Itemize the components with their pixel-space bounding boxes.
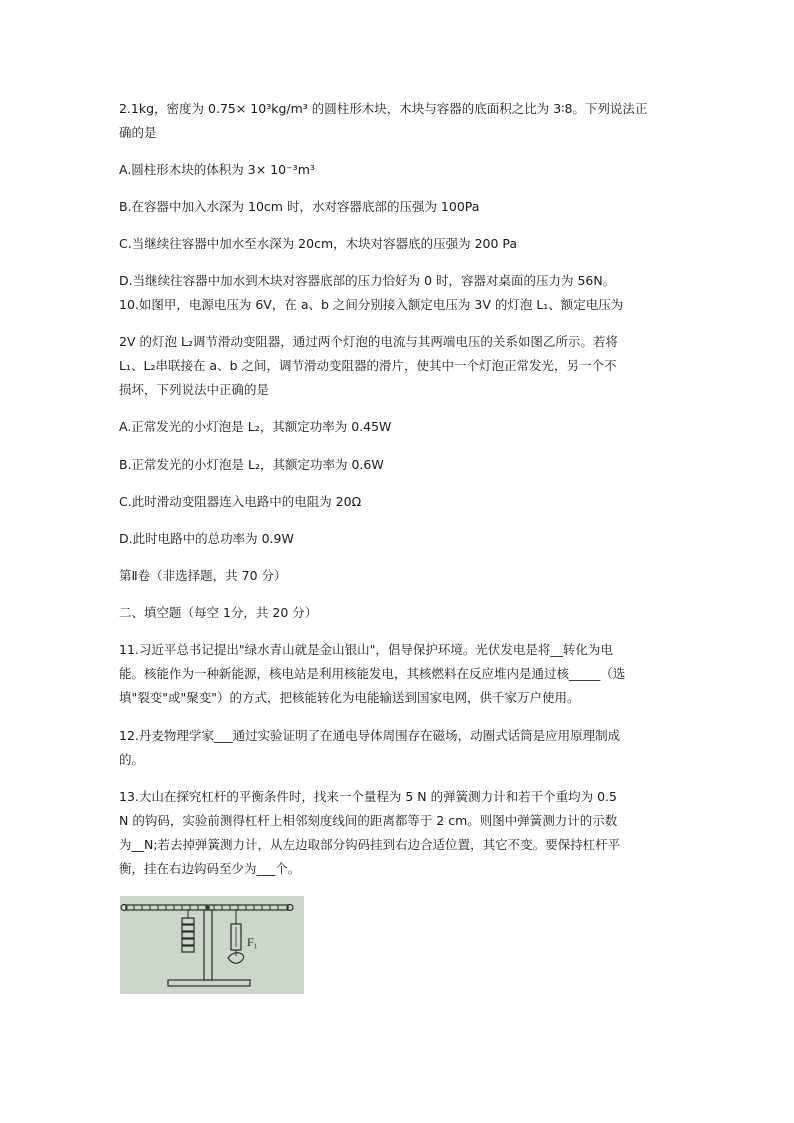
q9-option-a: A.圆柱形木块的体积为 3× 10⁻³m³ xyxy=(119,162,315,177)
q11-line2: 能。核能作为一种新能源，核电站是利用核能发电，其核燃料在反应堆内是通过核_____（选 xyxy=(119,666,626,681)
q9-option-c: C.当继续往容器中加水至水深为 20cm，木块对容器底的压强为 200 Pa xyxy=(119,236,518,251)
section2-title: 第Ⅱ卷（非选择题，共 70 分） xyxy=(119,568,287,583)
q13-line4: 衡，挂在右边钩码至少为___个。 xyxy=(119,861,301,876)
q10-option-a: A.正常发光的小灯泡是 L₂，其额定功率为 0.45W xyxy=(119,419,392,434)
lever-scale-ticks xyxy=(134,905,278,910)
q10-option-d: D.此时电路中的总功率为 0.9W xyxy=(119,531,294,546)
q10-option-b: B.正常发光的小灯泡是 L₂，其额定功率为 0.6W xyxy=(119,457,384,472)
stand-base xyxy=(168,980,250,986)
q10-stem-line4: 损坏，下列说法中正确的是 xyxy=(119,382,270,397)
q9-option-d: D.当继续往容器中加水到木块对容器底部的压力恰好为 0 时，容器对桌面的压力为 56N。 xyxy=(119,273,616,288)
q13-line2: N 的钩码，实验前测得杠杆上相邻刻度线间的距离都等于 2 cm。则图中弹簧测力计的示数 xyxy=(119,813,618,828)
q10-stem-line2: 2V 的灯泡 L₂调节滑动变阻器，通过两个灯泡的电流与其两端电压的关系如图乙所示。若将 xyxy=(119,334,618,349)
section2-subtitle: 二、填空题（每空 1分，共 20 分） xyxy=(119,605,318,620)
pivot xyxy=(206,906,210,910)
lever-experiment-figure xyxy=(120,896,304,994)
q10-stem-line3: L₁、L₂串联接在 a、b 之间，调节滑动变阻器的滑片，使其中一个灯泡正常发光，另一个不 xyxy=(119,358,617,373)
q9-stem-line1: 2.1kg，密度为 0.75× 10³kg/m³ 的圆柱形木块，木块与容器的底面积之比为 3∶8。下列说法正 xyxy=(119,101,648,116)
q9-stem-line2: 确的是 xyxy=(119,125,157,140)
hook-weights xyxy=(182,918,194,952)
q9-option-b: B.在容器中加入水深为 10cm 时，水对容器底部的压强为 100Pa xyxy=(119,199,480,214)
q13-line1: 13.大山在探究杠杆的平衡条件时，找来一个量程为 5 N 的弹簧测力计和若干个重均为 0.5 xyxy=(119,789,617,804)
q11-line1: 11.习近平总书记提出"绿水青山就是金山银山"，倡导保护环境。光伏发电是将__转化为电 xyxy=(119,642,613,657)
q10-option-c: C.此时滑动变阻器连入电路中的电阻为 20Ω xyxy=(119,494,362,509)
q12-line2: 的。 xyxy=(119,752,145,767)
q13-line3: 为__N;若去掉弹簧测力计，从左边取部分钩码挂到右边合适位置，其它不变。要保持杠杆平 xyxy=(119,837,621,852)
stand-post xyxy=(204,910,212,980)
q10-stem-line1: 10.如图甲，电源电压为 6V，在 a、b 之间分别接入额定电压为 3V 的灯泡 L₁、额定电压为 xyxy=(119,297,624,312)
q12-line1: 12.丹麦物理学家___通过实验证明了在通电导体周围存在磁场，动圈式话筒是应用原理制成 xyxy=(119,728,621,743)
force-label-f1: F₁ xyxy=(247,935,258,949)
lever-diagram xyxy=(120,896,304,994)
q11-line3: 填"裂变"或"聚变"）的方式，把核能转化为电能输送到国家电网，供千家万户使用。 xyxy=(119,690,580,705)
